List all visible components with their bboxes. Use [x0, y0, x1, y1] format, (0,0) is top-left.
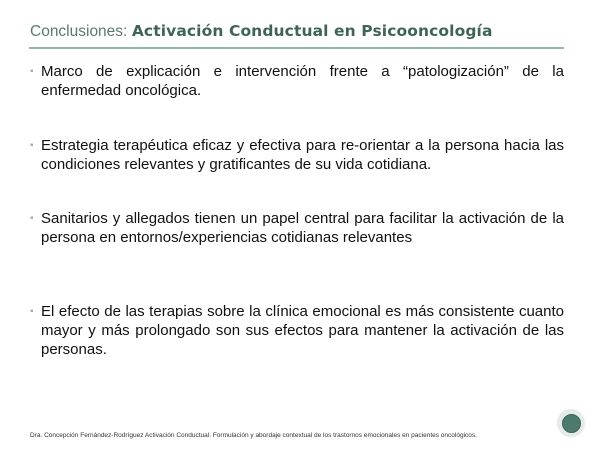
- circle-next-icon: [562, 414, 581, 433]
- bullet-square-icon: ▪: [30, 140, 34, 151]
- bullet-text-1: Marco de explicación e intervención frente a “patologización” de la enfermedad oncológica.: [41, 63, 564, 99]
- bullet-text-3: Sanitarios y allegados tienen un papel central para facilitar la activación de la persona en entornos/experiencias cotidianas relevantes: [41, 210, 564, 246]
- bullet-square-icon: ▪: [30, 213, 34, 224]
- title-main: Activación Conductual en Psicooncología: [131, 22, 493, 40]
- slide-footer: Dra. Concepción Fernández-Rodríguez Activación Conductual. Formulación y abordaje contextual de los trastornos emocionales en pacientes oncológicos.: [30, 432, 477, 439]
- slide-title: [30, 22, 590, 44]
- next-slide-button[interactable]: [558, 410, 584, 436]
- bullet-item-3: [30, 209, 564, 247]
- title-prefix: Conclusiones:: [30, 23, 128, 40]
- bullet-square-icon: ▪: [30, 306, 34, 317]
- bullet-text-2: Estrategia terapéutica eficaz y efectiva para re-orientar a la persona hacia las condiciones relevantes y gratificantes de su vida cotidiana.: [41, 137, 564, 173]
- bullet-item-4: [30, 302, 564, 359]
- bullet-item-1: [30, 62, 564, 100]
- bullet-square-icon: ▪: [30, 66, 34, 77]
- bullet-text-4: El efecto de las terapias sobre la clínica emocional es más consistente cuanto mayor y más prolongado son sus efectos para mantener la activación de las personas.: [41, 303, 564, 358]
- title-divider: [29, 47, 564, 49]
- bullet-item-2: [30, 136, 564, 174]
